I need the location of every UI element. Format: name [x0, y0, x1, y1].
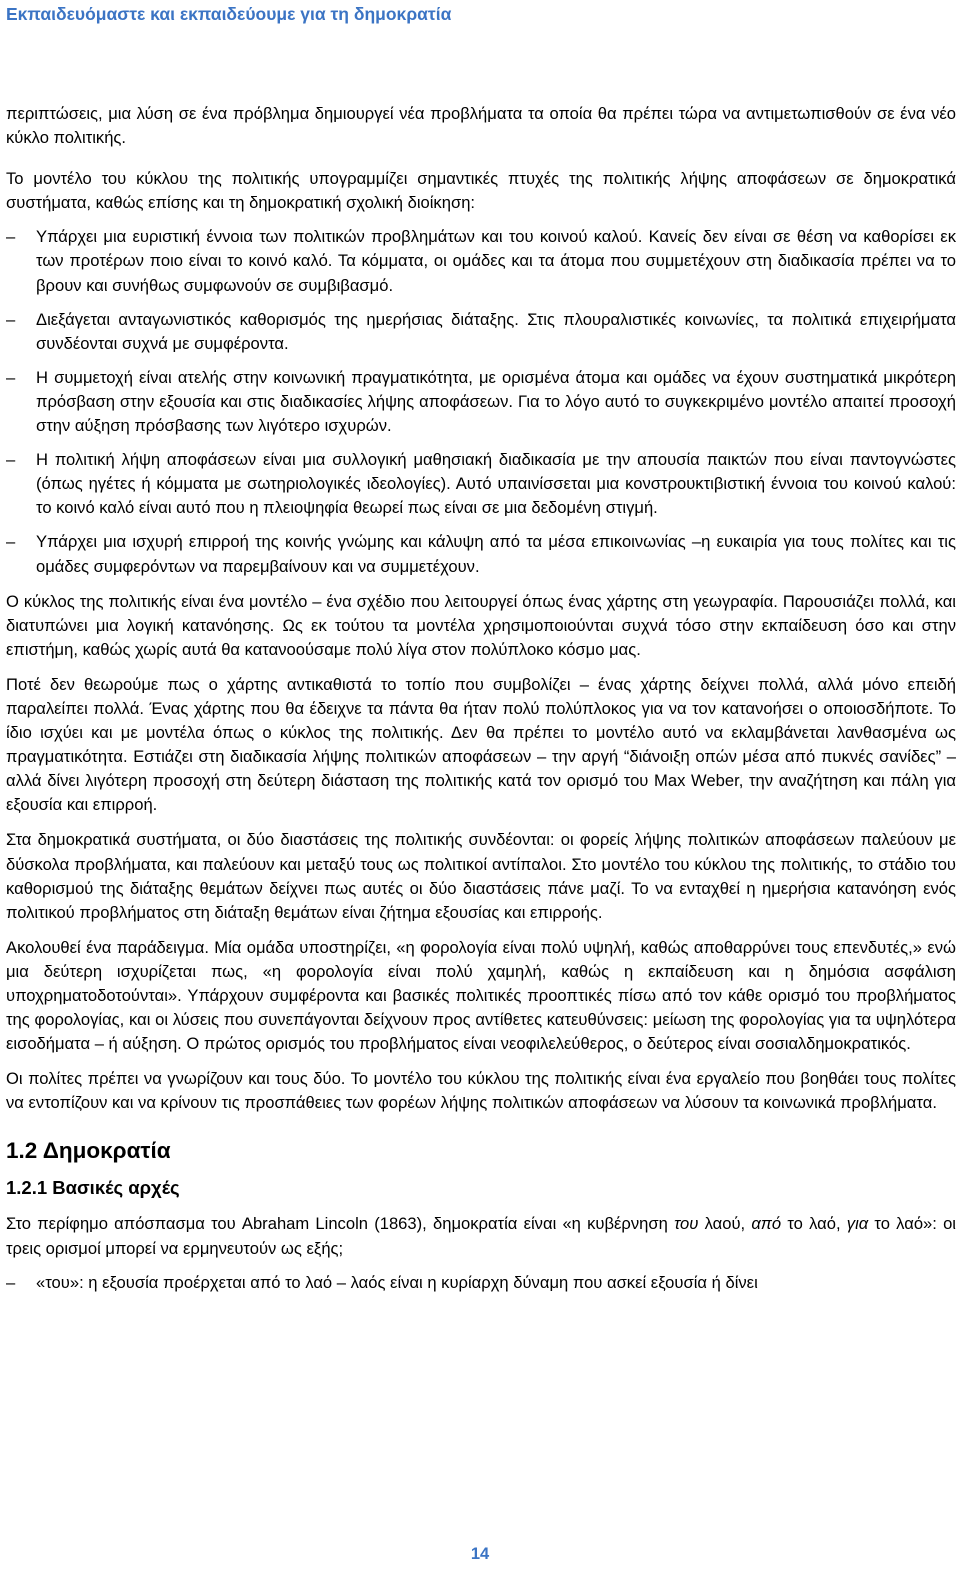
- dash-bullet: –: [6, 1272, 16, 1292]
- list-item: [6, 530, 956, 578]
- list-item-text: Διεξάγεται ανταγωνιστικός καθορισμός της ημερήσιας διάταξης. Στις πλουραλιστικές κοινωνίες, τα πολιτικά επιχειρήματα συνδέονται συχνά με συμφέροντα.: [36, 309, 956, 353]
- section-heading: 1.2 Δημοκρατία: [6, 1138, 171, 1164]
- paragraph-body: Ποτέ δεν θεωρούμε πως ο χάρτης αντικαθιστά το τοπίο που συμβολίζει – ένας χάρτης δείχνει πολλά, αλλά μόνο επειδή παραλείπει πολλά. Ένας χάρτης που θα έδειχνε τα πάντα θα ήταν πολύ πολύπλοκος για να τον κατανοήσει ο οποιοσδήποτε. Το ίδιο ισχύει και με μοντέλα όπως ο κύκλος της πολιτικής. Δεν θα πρέπει το μοντέλο αυτό να εκλαμβάνεται λανθασμένα ως πραγματικότητα. Εστιάζει στη διαδικασία λήψης πολιτικών αποφάσεων – την αργή “διάνοιξη οπών μέσα από πυκνές σανίδες” – αλλά δίνει λιγότερη προσοχή στη δεύτερη διάσταση της πολιτικής κατά τον ορισμό του Max Weber, την αναζήτηση και πάλη για εξουσία και επιρροή.: [6, 674, 956, 815]
- paragraph-continued: περιπτώσεις, μια λύση σε ένα πρόβλημα δημιουργεί νέα προβλήματα τα οποία θα πρέπει τώρα να αντιμετωπισθούν σε ένα νέο κύκλο πολιτικής.: [6, 104, 956, 148]
- paragraph-body: Στα δημοκρατικά συστήματα, οι δύο διαστάσεις της πολιτικής συνδέονται: οι φορείς λήψης πολιτικών αποφάσεων παλεύουν με δύσκολα προβλήματα, και παλεύουν και μεταξύ τους ως πολιτικοί αντίπαλοι. Στο μοντέλο του κύκλου της πολιτικής, το στάδιο του καθορισμού της διάταξης θεμάτων δείχνει πως αυτές οι δύο διαστάσεις πάνε μαζί. Το να ενταχθεί η ημερήσια κατανόηση ενός πολιτικού προβλήματος στη διάταξη θεμάτων είναι ζήτημα εξουσίας και επιρροής.: [6, 830, 956, 922]
- lincoln-text: Στο περίφημο απόσπασμα του Abraham Lincoln (1863), δημοκρατία είναι «η κυβέρνηση: [6, 1214, 675, 1234]
- dash-bullet: –: [6, 450, 16, 470]
- lincoln-emphasis: του: [674, 1214, 699, 1234]
- dash-bullet: –: [6, 532, 16, 552]
- dash-bullet: –: [6, 367, 16, 387]
- list-item: [6, 308, 956, 356]
- lincoln-emphasis: για: [846, 1214, 869, 1234]
- subsection-heading: 1.2.1 Βασικές αρχές: [6, 1177, 180, 1199]
- paragraph-body: Ο κύκλος της πολιτικής είναι ένα μοντέλο – ένα σχέδιο που λειτουργεί όπως ένας χάρτης στη γεωγραφία. Παρουσιάζει πολλά, και διατυπώνει μια λογική κατανόησης. Ως εκ τούτου τα μοντέλα χρησιμοποιούνται συχνά τόσο στην εκπαίδευση όσο και στην επιστήμη, καθώς χωρίς αυτά θα κατανοούσαμε πολύ λίγα στον πολύπλοκο κόσμο μας.: [6, 591, 956, 659]
- list-item-text: Υπάρχει μια ισχυρή επιρροή της κοινής γνώμης και κάλυψη από τα μέσα επικοινωνίας –η ευκαιρία για τους πολίτες και τις ομάδες συμφερόντων να παρεμβαίνουν και να συμμετέχουν.: [36, 532, 956, 576]
- dash-bullet: –: [6, 227, 16, 247]
- paragraph-body: Οι πολίτες πρέπει να γνωρίζουν και τους δύο. Το μοντέλο του κύκλου της πολιτικής είναι ένα εργαλείο που βοηθάει τους πολίτες να εντοπίζουν και να κρίνουν τις προσπάθειες των φορέων λήψης πολιτικών αποφάσεων να λύσουν τα κοινωνικά προβλήματα.: [6, 1069, 956, 1113]
- page-number: 14: [470, 1545, 490, 1563]
- dash-bullet: –: [6, 309, 16, 329]
- page-content: [6, 102, 956, 1295]
- lincoln-text: το λαό,: [781, 1214, 847, 1234]
- running-header: Εκπαιδευόμαστε και εκπαιδεύουμε για τη δημοκρατία: [6, 4, 452, 24]
- paragraph-lincoln: [6, 1212, 956, 1260]
- list-item: [6, 448, 956, 520]
- list-item: [6, 225, 956, 297]
- list-item-text: Η συμμετοχή είναι ατελής στην κοινωνική πραγματικότητα, με ορισμένα άτομα και ομάδες να έχουν συστηματικά μικρότερη πρόσβαση στην εξουσία και στις διαδικασίες λήψης αποφάσεων. Για το λόγο αυτό το συγκεκριμένο μοντέλο απαιτεί προσοχή στην αύξηση πρόσβασης των λιγότερο ισχυρών.: [36, 367, 956, 436]
- list-item-text: Η πολιτική λήψη αποφάσεων είναι μια συλλογική μαθησιακή διαδικασία με την απουσία παικτών που είναι παντογνώστες (όπως ηγέτες ή κόμματα με σωτηριολογικές ιδεολογίες). Αυτό υπαινίσσεται μια κονστρουκτιβιστική έννοια του κοινού καλού: το κοινό καλό είναι αυτό που η πλειοψηφία θεωρεί πως είναι σε μια δεδομένη στιγμή.: [36, 450, 956, 518]
- list-item-text: «του»: η εξουσία προέρχεται από το λαό – λαός είναι η κυρίαρχη δύναμη που ασκεί εξουσία ή δίνει: [36, 1272, 758, 1292]
- lincoln-text: το λαό»: οι τρεις ορισμοί μπορεί να ερμηνευτούν ως εξής;: [6, 1214, 956, 1258]
- list-item: [6, 366, 956, 438]
- lincoln-emphasis: από: [751, 1214, 782, 1234]
- list-item: [6, 1271, 956, 1295]
- paragraph-body: Ακολουθεί ένα παράδειγμα. Μία ομάδα υποστηρίζει, «η φορολογία είναι πολύ υψηλή, καθώς αποθαρρύνει τους επενδυτές,» ενώ μια δεύτερη ισχυρίζεται πως, «η φορολογία είναι πολύ χαμηλή, καθώς η εκπαίδευση και η δημόσια ασφάλιση υποχρηματοδοτούνται». Υπάρχουν συμφέροντα και βασικές πολιτικές προοπτικές πίσω από τον κάθε ορισμό του προβλήματος της φορολογίας, και οι λύσεις που συνεπάγονται δείχνουν προς αντίθετες κατευθύνσεις: μείωση της φορολογίας για τα υψηλότερα εισοδήματα – ή αύξηση. Ο πρώτος ορισμός του προβλήματος είναι νεοφιλελεύθερος, ο δεύτερος είναι σοσιαλδημοκρατικός.: [6, 937, 956, 1054]
- lincoln-text: λαού,: [698, 1214, 752, 1234]
- paragraph-model-intro: Το μοντέλο του κύκλου της πολιτικής υπογραμμίζει σημαντικές πτυχές της πολιτικής λήψης αποφάσεων σε δημοκρατικά συστήματα, καθώς επίσης και τη δημοκρατική σχολική διοίκηση:: [6, 169, 956, 213]
- list-item-text: Υπάρχει μια ευριστική έννοια των πολιτικών προβλημάτων και του κοινού καλού. Κανείς δεν είναι σε θέση να καθορίσει εκ των προτέρων ποιο είναι το κοινό καλό. Τα κόμματα, οι ομάδες και τα άτομα που συμμετέχουν στη διαδικασία πρέπει να το βρουν και συνήθως συμφωνούν σε συμβιβασμό.: [36, 227, 956, 295]
